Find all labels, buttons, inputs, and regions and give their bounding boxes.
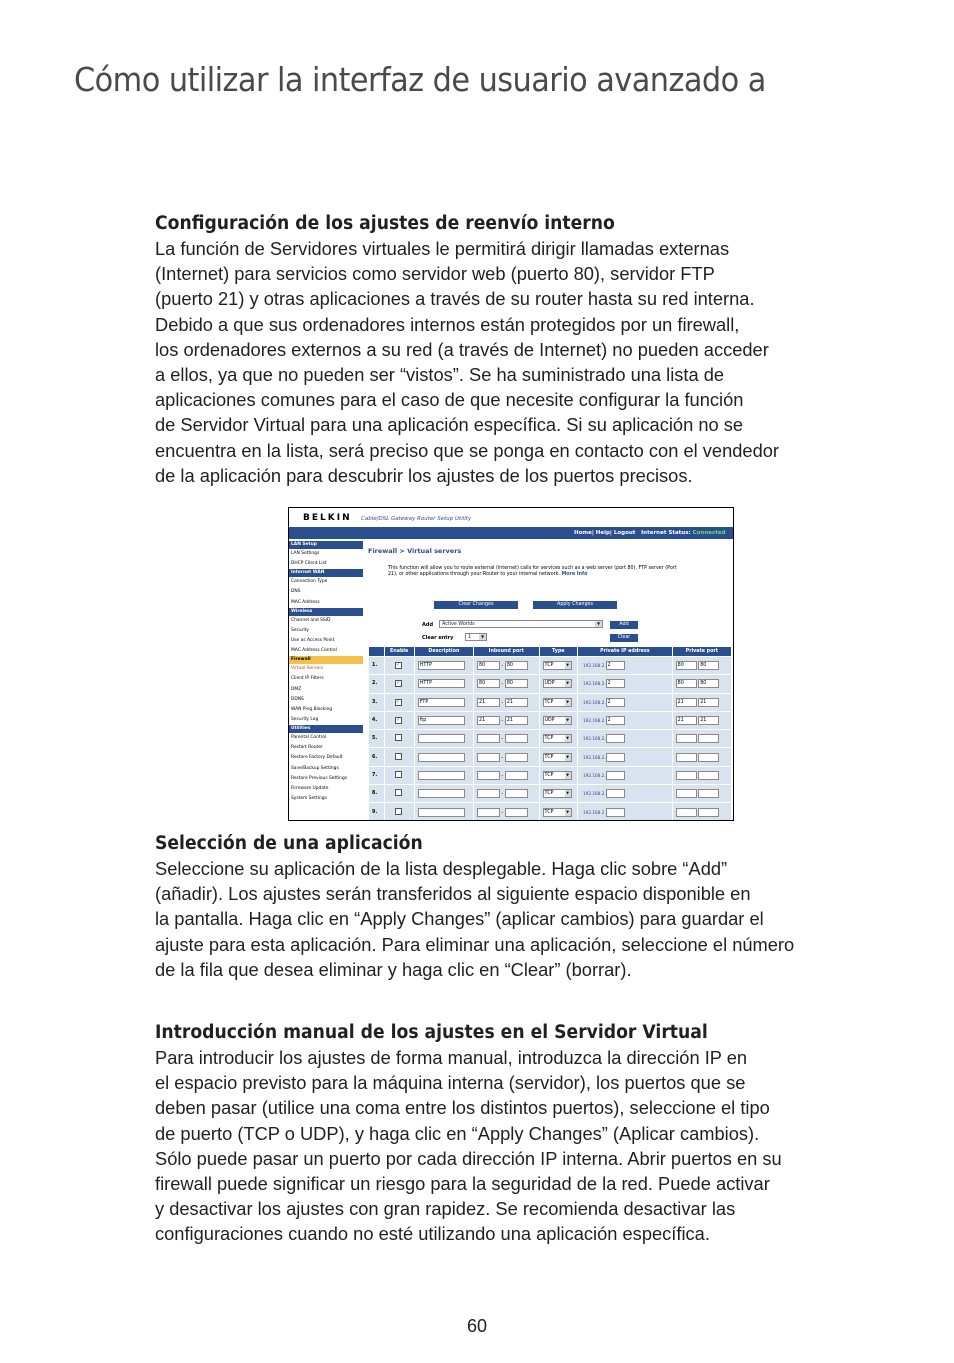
inbound-port-start[interactable]: 80 [477, 679, 500, 688]
text-line: aplicaciones comunes para el caso de que necesite configurar la función [155, 389, 744, 411]
text-line: y desactivar los ajustes con gran rapidez. Se recomienda desactivar las [155, 1198, 736, 1220]
private-port-end[interactable]: 80 [698, 661, 719, 670]
tagline: Cable/DSL Gateway Router Setup Utility [361, 516, 472, 522]
internet-status-label: Internet Status: [641, 530, 691, 536]
text-line: (puerto 21) y otras aplicaciones a través de su router hasta su red interna. [155, 288, 755, 310]
section-port-forwarding [155, 211, 875, 488]
section-manual-entry [155, 1020, 875, 1247]
clear-changes-button[interactable]: Clear Changes [434, 601, 518, 609]
sidebar-item[interactable]: System Settings [291, 795, 327, 801]
private-port-end[interactable]: 21 [698, 698, 719, 707]
ip-prefix: 192.168.2. [583, 772, 606, 778]
add-label: Add [422, 622, 434, 628]
enable-checkbox[interactable] [395, 808, 402, 815]
ip-prefix: 192.168.2. [583, 718, 606, 724]
section-heading: Configuración de los ajustes de reenvío interno [155, 213, 615, 234]
private-port-end[interactable] [698, 771, 719, 780]
type-select[interactable]: TCP ▼ [543, 661, 572, 670]
text-line: de la aplicación para descubrir los ajustes de los puertos precisos. [155, 464, 693, 486]
sidebar-item[interactable]: Client IP Filters [291, 676, 324, 682]
sidebar-item[interactable]: Firewall [289, 656, 363, 664]
row-number: 2. [369, 675, 385, 693]
sidebar-category: Utilities [289, 725, 363, 733]
text-line: la pantalla. Haga clic en “Apply Changes” (aplicar cambios) para guardar el [155, 908, 764, 930]
inbound-port-end[interactable]: 21 [505, 698, 528, 707]
private-port-start[interactable]: 21 [676, 698, 697, 707]
col-type: Type [539, 647, 577, 657]
sidebar-category: Internet WAN [289, 569, 363, 577]
section-heading: Introducción manual de los ajustes en el Servidor Virtual [155, 1022, 708, 1043]
table-row: 9. - TCP ▼ 192.168.2. [369, 803, 732, 821]
enable-checkbox[interactable] [395, 753, 402, 760]
section-body [155, 236, 875, 488]
text-line: de puerto (TCP o UDP), y haga clic en “Apply Changes” (Aplicar cambios). [155, 1122, 760, 1144]
row-number: 5. [369, 730, 385, 748]
clear-button[interactable]: Clear [610, 634, 638, 642]
col-inbound-port: Inbound port [474, 647, 540, 657]
private-port-start[interactable]: 80 [676, 679, 697, 688]
enable-checkbox[interactable]: ✓ [395, 698, 401, 705]
table-row: 8. - TCP ▼ 192.168.2. [369, 785, 732, 803]
sidebar-item[interactable]: Security [291, 627, 310, 633]
ip-prefix: 192.168.2. [583, 663, 606, 669]
private-port-start[interactable] [676, 753, 697, 762]
page-title: Cómo utilizar la interfaz de usuario avanzado a [74, 60, 766, 99]
sidebar-item[interactable]: DDNS [291, 696, 304, 702]
section-heading: Selección de una aplicación [155, 833, 423, 854]
more-info-link[interactable]: More Info [561, 572, 588, 578]
inbound-port-start[interactable] [477, 734, 500, 743]
inbound-port-end[interactable] [505, 808, 528, 817]
text-line: Sólo puede pasar un puerto por cada dirección IP interna. Abrir puertos en su [155, 1147, 782, 1169]
row-number: 1. [369, 657, 385, 675]
sidebar-item[interactable]: Use as Access Point [291, 637, 335, 643]
type-select[interactable]: TCP ▼ [543, 753, 572, 762]
text-line: los ordenadores externos a su red (a través de Internet) no pueden acceder [155, 338, 769, 360]
inbound-port-start[interactable] [477, 808, 500, 817]
private-port-end[interactable]: 21 [698, 716, 719, 725]
description-input[interactable] [418, 771, 465, 780]
sidebar-category: LAN Setup [289, 541, 363, 549]
private-port-end[interactable] [698, 789, 719, 798]
enable-checkbox[interactable] [395, 771, 402, 778]
private-port-end[interactable]: 80 [698, 679, 719, 688]
sidebar-item[interactable]: LAN Settings [291, 551, 320, 556]
clear-entry-label: Clear entry [422, 635, 454, 641]
sidebar-item[interactable]: Restore Factory Default [291, 755, 343, 761]
text-line: (Internet) para servicios como servidor web (puerto 80), servidor FTP [155, 263, 715, 285]
table-row: 4. ✓ ftp 21 - 21 UDP ▼ 192.168.2. 2 21 21 [369, 711, 732, 729]
sidebar-item[interactable]: WAN Ping Blocking [291, 706, 333, 712]
row-number: 8. [369, 785, 385, 803]
sidebar-item[interactable]: DHCP Client List [291, 561, 327, 567]
sidebar-item[interactable]: Parental Control [291, 735, 327, 741]
table-row: 2. ✓ HTTP 80 - 80 UDP ▼ 192.168.2. 2 80 80 [369, 675, 732, 693]
router-ui-screenshot [288, 507, 734, 821]
page-number: 60 [466, 1316, 488, 1336]
enable-checkbox[interactable] [395, 789, 402, 796]
sidebar-item[interactable]: MAC Address Control [291, 648, 337, 654]
inbound-port-start[interactable]: 80 [477, 661, 500, 670]
sidebar [289, 541, 363, 820]
text-line: Debido a que sus ordenadores internos están protegidos por un firewall, [155, 313, 740, 335]
ip-prefix: 192.168.2. [583, 809, 606, 815]
row-number: 9. [369, 803, 385, 821]
type-select[interactable]: TCP ▼ [543, 808, 572, 817]
page-description: This function will allow you to route external (Internet) calls for services such as a web server (port 80), FTP server (Port 21), or other applications through your Router to your internal network. More Info [388, 566, 677, 578]
application-select[interactable]: Active Worlds ▼ [439, 620, 603, 628]
inbound-port-start[interactable]: 21 [477, 698, 500, 707]
add-button[interactable]: Add [610, 621, 638, 629]
belkin-logo: BELKIN [303, 513, 352, 523]
inbound-port-start[interactable]: 21 [477, 716, 500, 725]
description-input[interactable]: ftp [418, 716, 465, 725]
private-port-start[interactable] [676, 808, 697, 817]
col-private-port: Private port [672, 647, 731, 657]
ip-prefix: 192.168.2. [583, 791, 606, 797]
inbound-port-end[interactable] [505, 753, 528, 762]
text-line: deben pasar (utilice una coma entre los distintos puertos), seleccione el tipo [155, 1097, 770, 1119]
sidebar-item[interactable]: Channel and SSID [291, 617, 331, 623]
type-select[interactable]: UDP ▼ [543, 679, 572, 688]
enable-checkbox[interactable]: ✓ [395, 680, 401, 687]
text-line: encuentra en la lista, será preciso que se ponga en contacto con el vendedor [155, 439, 780, 461]
sidebar-category: Wireless [289, 608, 363, 616]
description-input[interactable]: HTTP [418, 679, 465, 688]
private-port-start[interactable]: 21 [676, 716, 697, 725]
type-select[interactable]: TCP ▼ [543, 789, 572, 798]
ip-prefix: 192.168.2. [583, 736, 606, 742]
inbound-port-end[interactable]: 80 [505, 661, 528, 670]
col-enable: Enable [384, 647, 414, 657]
top-links[interactable]: Home| Help| Logout [574, 530, 636, 536]
row-number: 6. [369, 748, 385, 766]
text-line: Seleccione su aplicación de la lista desplegable. Haga clic sobre “Add” [155, 858, 728, 879]
sidebar-item[interactable]: MAC Address [291, 599, 320, 605]
sidebar-item[interactable]: Virtual Servers [291, 666, 324, 672]
inbound-port-start[interactable] [477, 753, 500, 762]
ip-prefix: 192.168.2. [583, 699, 606, 705]
private-ip-input[interactable] [606, 753, 625, 762]
private-ip-input[interactable] [606, 789, 625, 798]
table-row: 5. - TCP ▼ 192.168.2. [369, 730, 732, 748]
section-body [155, 1045, 875, 1247]
sidebar-item[interactable]: Restart Router [291, 745, 323, 751]
description-input[interactable]: FTP [418, 698, 465, 707]
virtual-servers-table [368, 646, 732, 821]
text-line: configuraciones cuando no esté utilizando una aplicación específica. [155, 1223, 710, 1245]
text-line: a ellos, ya que no pueden ser “vistos”. Se ha suministrado una lista de [155, 364, 725, 386]
main-panel [366, 541, 733, 820]
section-body [155, 856, 875, 982]
sidebar-item[interactable]: DNS [291, 589, 301, 595]
ip-prefix: 192.168.2. [583, 681, 606, 687]
description-input[interactable] [418, 753, 465, 762]
private-ip-input[interactable]: 2 [606, 716, 625, 725]
col-private-ip: Private IP address [578, 647, 673, 657]
private-port-start[interactable] [676, 789, 697, 798]
inbound-port-start[interactable] [477, 789, 500, 798]
private-port-start[interactable] [676, 734, 697, 743]
enable-checkbox[interactable]: ✓ [395, 662, 401, 669]
text-line: ajuste para esta aplicación. Para eliminar una aplicación, seleccione el número [155, 933, 795, 955]
type-select[interactable]: TCP ▼ [543, 698, 572, 707]
text-line: La función de Servidores virtuales le permitirá dirigir llamadas externas [155, 238, 730, 259]
enable-checkbox[interactable]: ✓ [395, 717, 401, 724]
description-input[interactable] [418, 734, 465, 743]
private-port-end[interactable] [698, 734, 719, 743]
description-input[interactable]: HTTP [418, 661, 465, 670]
private-ip-input[interactable] [606, 808, 625, 817]
ip-prefix: 192.168.2. [583, 754, 606, 760]
inbound-port-end[interactable] [505, 734, 528, 743]
row-number: 7. [369, 766, 385, 784]
breadcrumb: Firewall > Virtual servers [368, 547, 462, 555]
private-port-end[interactable] [698, 753, 719, 762]
text-line: (añadir). Los ajustes serán transferidos al siguiente espacio disponible en [155, 883, 751, 905]
row-number: 3. [369, 693, 385, 711]
private-ip-input[interactable]: 2 [606, 698, 625, 707]
sidebar-item[interactable]: Restore Previous Settings [291, 775, 348, 781]
table-row: 7. - TCP ▼ 192.168.2. [369, 766, 732, 784]
private-ip-input[interactable] [606, 734, 625, 743]
text-line: firewall puede significar un riesgo para la seguridad de la red. Puede activar [155, 1173, 770, 1195]
apply-changes-button[interactable]: Apply Changes [533, 601, 617, 609]
type-select[interactable]: TCP ▼ [543, 771, 572, 780]
text-line: Para introducir los ajustes de forma manual, introduzca la dirección IP en [155, 1047, 748, 1068]
top-bar [289, 527, 733, 539]
inbound-port-end[interactable]: 21 [505, 716, 528, 725]
sidebar-item[interactable]: DMZ [291, 686, 302, 692]
private-port-start[interactable]: 80 [676, 661, 697, 670]
internet-status-value: Connected [692, 530, 726, 536]
inbound-port-end[interactable]: 80 [505, 679, 528, 688]
description-input[interactable] [418, 789, 465, 798]
table-row: 1. ✓ HTTP 80 - 80 TCP ▼ 192.168.2. 2 80 80 [369, 657, 732, 675]
private-port-start[interactable] [676, 771, 697, 780]
row-number: 4. [369, 711, 385, 729]
text-line: el espacio previsto para la máquina interna (servidor), los puertos que se [155, 1072, 746, 1094]
private-port-end[interactable] [698, 808, 719, 817]
description-input[interactable] [418, 808, 465, 817]
sidebar-item[interactable]: Connection Type [291, 579, 328, 585]
text-line: de la fila que desea eliminar y haga clic en “Clear” (borrar). [155, 958, 632, 980]
clear-entry-select[interactable]: 1 ▼ [465, 633, 487, 641]
table-row: 6. - TCP ▼ 192.168.2. [369, 748, 732, 766]
inbound-port-end[interactable] [505, 789, 528, 798]
text-line: de Servidor Virtual para una aplicación específica. Si su aplicación no se [155, 414, 744, 436]
section-select-application [155, 831, 875, 982]
private-ip-input[interactable] [606, 771, 625, 780]
col-description: Description [414, 647, 473, 657]
inbound-port-start[interactable] [477, 771, 500, 780]
inbound-port-end[interactable] [505, 771, 528, 780]
type-select[interactable]: UDP ▼ [543, 716, 572, 725]
table-row: 3. ✓ FTP 21 - 21 TCP ▼ 192.168.2. 2 21 21 [369, 693, 732, 711]
type-select[interactable]: TCP ▼ [543, 734, 572, 743]
sidebar-item[interactable]: Firmware Update [291, 785, 329, 791]
private-ip-input[interactable]: 2 [606, 679, 625, 688]
private-ip-input[interactable]: 2 [606, 661, 625, 670]
enable-checkbox[interactable] [395, 734, 402, 741]
sidebar-item[interactable]: Security Log [291, 716, 319, 722]
sidebar-item[interactable]: Save/Backup Settings [291, 765, 339, 771]
